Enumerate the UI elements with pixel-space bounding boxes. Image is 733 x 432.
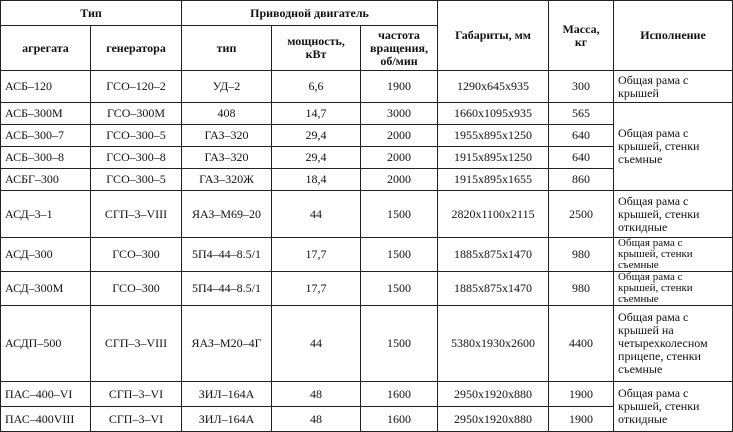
cell-mass: 1900	[549, 407, 614, 432]
cell-power: 17,7	[272, 272, 361, 306]
cell-mass: 300	[549, 71, 614, 103]
table-row	[1, 191, 733, 238]
cell-unit: АСД–3–1	[1, 191, 91, 238]
header-type: Тип	[1, 1, 182, 26]
cell-dims: 1915х895х1655	[438, 169, 549, 191]
cell-dims: 2950х1920х880	[438, 407, 549, 432]
table-row	[1, 71, 733, 103]
cell-dims: 1885х875х1470	[438, 272, 549, 306]
cell-speed: 1500	[361, 238, 438, 272]
header-exec: Исполнение	[614, 1, 733, 71]
header-engine: Приводной двигатель	[182, 1, 438, 26]
cell-engine: ГАЗ–320	[182, 125, 272, 147]
cell-unit: АСДП–500	[1, 306, 91, 382]
table-row	[1, 272, 733, 306]
header-mass: Масса, кг	[549, 1, 614, 71]
cell-mass: 565	[549, 103, 614, 125]
cell-mass: 2500	[549, 191, 614, 238]
cell-power: 18,4	[272, 169, 361, 191]
cell-generator: СГП–3–VI	[91, 407, 182, 432]
cell-dims: 1660х1095х935	[438, 103, 549, 125]
cell-engine: 5П4–44–8.5/1	[182, 238, 272, 272]
cell-generator: ГСО–120–2	[91, 71, 182, 103]
cell-unit: ПАС–400VIII	[1, 407, 91, 432]
cell-engine: ГАЗ–320	[182, 147, 272, 169]
cell-dims: 1955х895х1250	[438, 125, 549, 147]
cell-unit: ПАС–400–VI	[1, 382, 91, 407]
cell-mass: 4400	[549, 306, 614, 382]
header-dims: Габариты, мм	[438, 1, 549, 71]
cell-unit: АСБ–120	[1, 71, 91, 103]
cell-engine: УД–2	[182, 71, 272, 103]
cell-generator: ГСО–300–8	[91, 147, 182, 169]
cell-engine: ЯАЗ–М69–20	[182, 191, 272, 238]
cell-power: 48	[272, 407, 361, 432]
cell-generator: ГСО–300–5	[91, 125, 182, 147]
cell-speed: 2000	[361, 125, 438, 147]
cell-unit: АСД–300	[1, 238, 91, 272]
cell-power: 29,4	[272, 147, 361, 169]
cell-unit: АСБ–300М	[1, 103, 91, 125]
cell-dims: 2950х1920х880	[438, 382, 549, 407]
cell-dims: 2820х1100х2115	[438, 191, 549, 238]
table-row	[1, 382, 733, 407]
cell-speed: 1600	[361, 382, 438, 407]
cell-power: 48	[272, 382, 361, 407]
cell-mass: 980	[549, 238, 614, 272]
cell-engine: ЗИЛ–164А	[182, 382, 272, 407]
cell-speed: 3000	[361, 103, 438, 125]
cell-dims: 1290х645х935	[438, 71, 549, 103]
cell-power: 44	[272, 191, 361, 238]
cell-exec: Общая рама с крышей, стенки съемные	[614, 103, 733, 191]
cell-generator: ГСО–300	[91, 272, 182, 306]
cell-unit: АСД–300М	[1, 272, 91, 306]
cell-unit: АСБ–300–7	[1, 125, 91, 147]
cell-generator: ГСО–300М	[91, 103, 182, 125]
cell-generator: СГП–3–VIII	[91, 306, 182, 382]
cell-dims: 5380х1930х2600	[438, 306, 549, 382]
cell-dims: 1915х895х1250	[438, 147, 549, 169]
cell-engine: ЯАЗ–М20–4Г	[182, 306, 272, 382]
cell-exec: Общая рама с крышей	[614, 71, 733, 103]
cell-exec: Общая рама с крышей, стенки откидные	[614, 191, 733, 238]
cell-generator: СГП–3–VI	[91, 382, 182, 407]
header-power: мощность, кВт	[272, 26, 361, 71]
cell-mass: 1900	[549, 382, 614, 407]
header-unit: агрегата	[1, 26, 91, 71]
header-engine-type: тип	[182, 26, 272, 71]
cell-unit: АСБ–300–8	[1, 147, 91, 169]
cell-power: 29,4	[272, 125, 361, 147]
cell-speed: 1500	[361, 306, 438, 382]
cell-mass: 980	[549, 272, 614, 306]
header-generator: генератора	[91, 26, 182, 71]
cell-speed: 2000	[361, 169, 438, 191]
cell-speed: 1900	[361, 71, 438, 103]
cell-exec: Общая рама с крышей на четырехколесном прицепе, стенки съемные	[614, 306, 733, 382]
cell-speed: 1500	[361, 191, 438, 238]
table-row	[1, 238, 733, 272]
table-row	[1, 103, 733, 125]
cell-speed: 2000	[361, 147, 438, 169]
cell-power: 14,7	[272, 103, 361, 125]
table-row	[1, 306, 733, 382]
cell-engine: 5П4–44–8.5/1	[182, 272, 272, 306]
cell-exec: Общая рама с крышей, стенки съемные	[614, 238, 733, 272]
cell-speed: 1600	[361, 407, 438, 432]
cell-engine: ЗИЛ–164А	[182, 407, 272, 432]
cell-mass: 640	[549, 147, 614, 169]
cell-speed: 1500	[361, 272, 438, 306]
cell-generator: ГСО–300	[91, 238, 182, 272]
header-speed: частота вращения, об/мин	[361, 26, 438, 71]
cell-generator: СГП–3–VIII	[91, 191, 182, 238]
cell-exec: Общая рама с крышей, стенки съемные	[614, 272, 733, 306]
cell-power: 6,6	[272, 71, 361, 103]
cell-mass: 640	[549, 125, 614, 147]
cell-dims: 1885х875х1470	[438, 238, 549, 272]
cell-power: 44	[272, 306, 361, 382]
cell-engine: 408	[182, 103, 272, 125]
cell-generator: ГСО–300–5	[91, 169, 182, 191]
cell-mass: 860	[549, 169, 614, 191]
cell-engine: ГАЗ–320Ж	[182, 169, 272, 191]
cell-exec: Общая рама с крышей, стенки откидные	[614, 382, 733, 432]
cell-unit: АСБГ–300	[1, 169, 91, 191]
cell-power: 17,7	[272, 238, 361, 272]
